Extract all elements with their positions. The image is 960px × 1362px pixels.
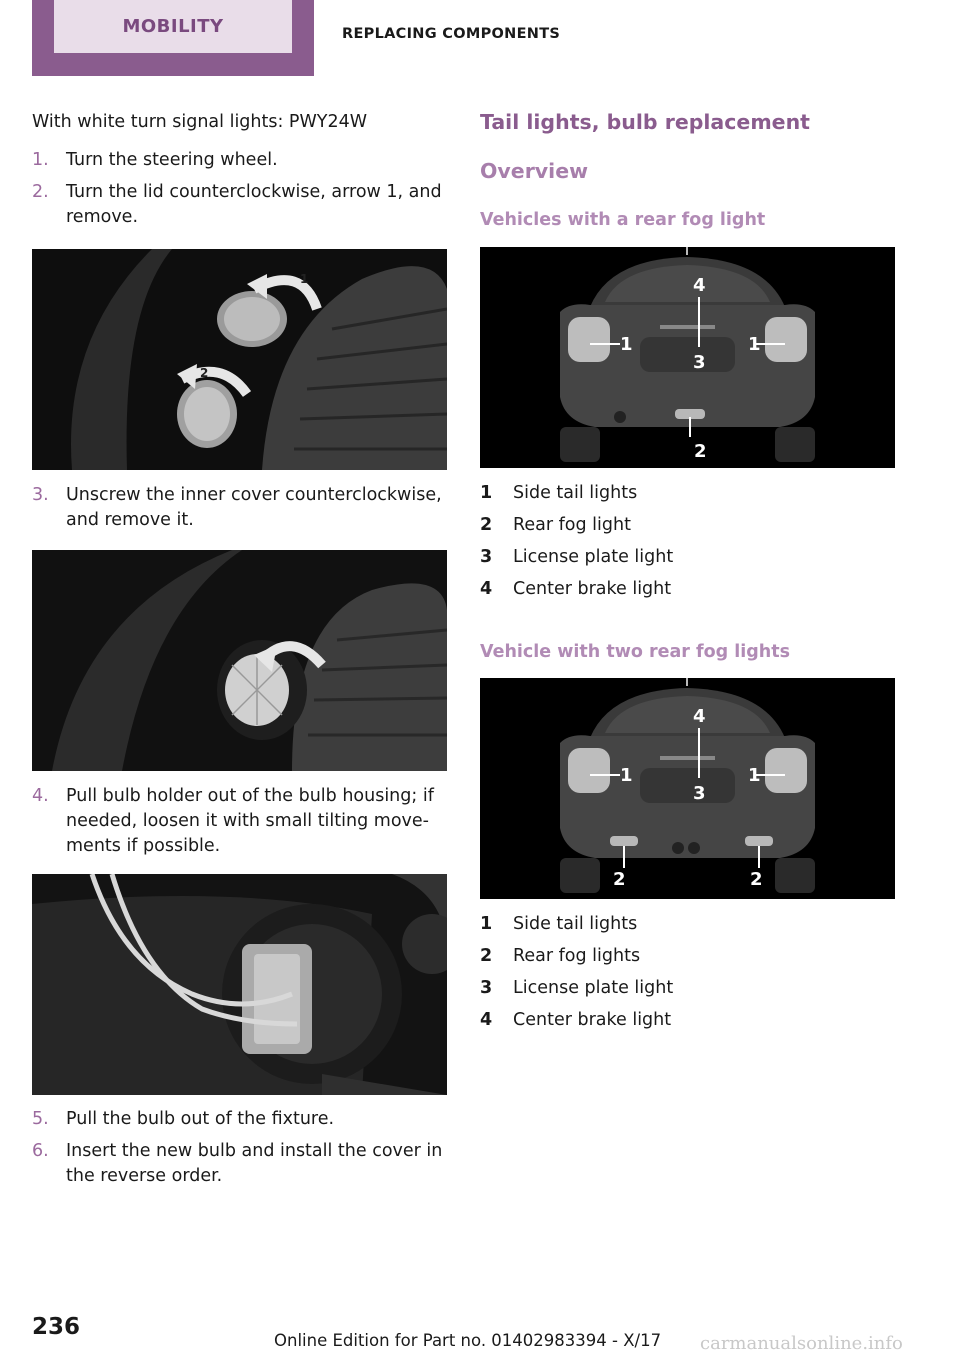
legend-text: Side tail lights [513,914,638,934]
legend-number: 2 [480,946,493,966]
figure-lid-removal [32,249,447,470]
step-number: 1. [32,150,49,170]
step-text: Turn the lid counterclockwise, arrow 1, and remove. [66,182,442,227]
legend-two-fog [480,908,895,1036]
step-1 [32,148,447,173]
two-fog-lights-title: Vehicle with two rear fog lights [480,642,791,662]
legend-number: 1 [480,483,493,503]
step-number: 5. [32,1109,49,1129]
legend-number: 2 [480,515,493,535]
legend-number: 1 [480,914,493,934]
legend-item [480,972,895,1004]
legend-item [480,940,895,972]
legend-number: 4 [480,1010,493,1030]
step-4 [32,784,447,859]
legend-item [480,477,895,509]
callout-label: 1 [620,334,633,355]
step-number: 6. [32,1141,49,1161]
legend-item [480,573,895,605]
legend-text: Center brake light [513,1010,672,1030]
legend-single-fog [480,477,895,605]
section-heading: Tail lights, bulb replacement [480,110,810,134]
section-tab-label: MOBILITY [122,16,224,37]
chapter-title: REPLACING COMPONENTS [342,26,561,42]
figure-rear-two-fog [480,678,895,899]
step-text: Pull the bulb out of the fixture. [66,1109,335,1129]
step-text: Pull bulb holder out of the bulb housing; if needed, loosen it with small tilting move‐ments if possible. [66,786,434,856]
legend-number: 3 [480,978,493,998]
callout-label: 3 [693,783,706,804]
figure-label: 1 [300,272,309,286]
intro-text: With white turn signal lights: PWY24W [32,112,368,132]
callout-label: 1 [620,765,633,786]
legend-text: Rear fog light [513,515,631,535]
section-tab [32,0,314,76]
rear-fog-light-title: Vehicles with a rear fog light [480,210,766,230]
legend-text: Center brake light [513,579,672,599]
step-number: 4. [32,786,49,806]
legend-item [480,908,895,940]
callout-label: 3 [693,352,706,373]
step-number: 3. [32,485,49,505]
callout-label: 2 [694,441,707,462]
legend-text: License plate light [513,547,674,567]
edition-note: Online Edition for Part no. 01402983394 - X/17 [274,1331,662,1350]
step-6 [32,1139,447,1189]
legend-text: Rear fog lights [513,946,641,966]
section-tab-inner [54,0,292,53]
callout-label: 2 [750,869,763,890]
step-2 [32,180,447,230]
right-column [480,110,895,1036]
legend-item [480,1004,895,1036]
legend-number: 3 [480,547,493,567]
step-number: 2. [32,182,49,202]
legend-text: Side tail lights [513,483,638,503]
figure-bulb-holder [32,874,447,1095]
callout-label: 4 [693,706,706,727]
step-text: Turn the steering wheel. [66,150,278,170]
legend-item [480,541,895,573]
step-text: Insert the new bulb and install the cover in the reverse order. [66,1141,443,1186]
step-text: Unscrew the inner cover counterclockwise, and remove it. [66,485,442,530]
legend-text: License plate light [513,978,674,998]
figure-inner-cover [32,550,447,771]
step-5 [32,1107,447,1132]
left-column [32,110,447,1189]
callout-label: 4 [693,275,706,296]
overview-subheading: Overview [480,159,589,183]
legend-item [480,509,895,541]
step-3 [32,483,447,533]
page-number: 236 [32,1314,81,1340]
watermark: carmanualsonline.info [700,1333,903,1354]
figure-label: 2 [200,366,209,380]
callout-label: 1 [748,334,761,355]
legend-number: 4 [480,579,493,599]
callout-label: 1 [748,765,761,786]
callout-label: 2 [613,869,626,890]
figure-rear-single-fog [480,247,895,468]
